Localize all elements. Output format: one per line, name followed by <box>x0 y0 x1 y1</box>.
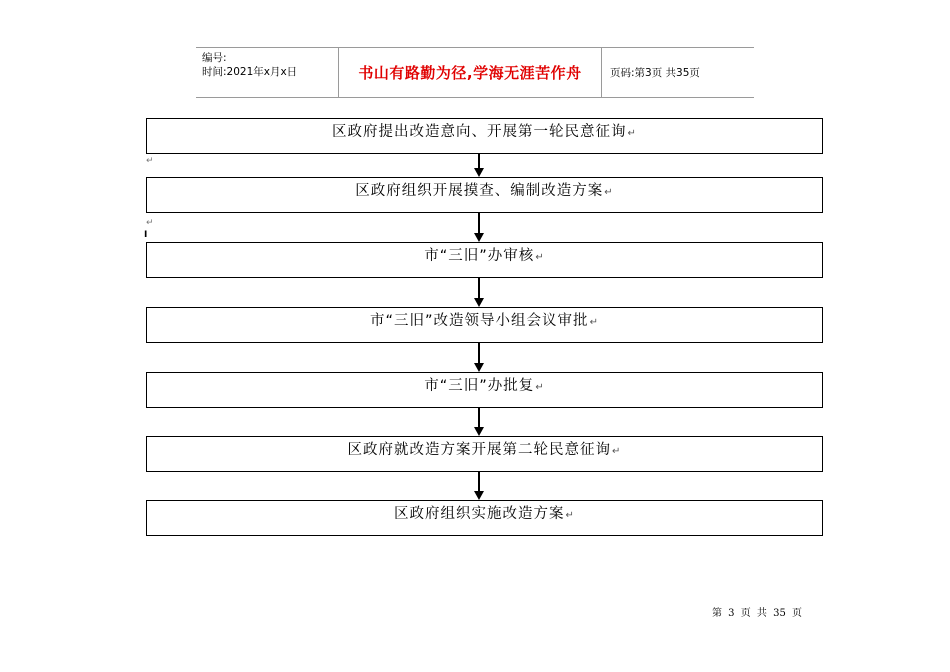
paragraph-mark-icon: ↵ <box>146 218 154 228</box>
flow-connector <box>478 472 480 491</box>
flow-connector <box>478 278 480 298</box>
flow-step-5 <box>146 372 823 408</box>
arrow-down-icon <box>474 427 484 436</box>
header-motto: 书山有路勤为径,学海无涯苦作舟 <box>339 48 602 97</box>
code-label: 编号: <box>202 52 227 64</box>
flow-step-3 <box>146 242 823 278</box>
flow-connector <box>478 154 480 168</box>
page-footer: 第 3 页 共 35 页 <box>712 608 802 619</box>
flow-step-2 <box>146 177 823 213</box>
header-meta <box>196 48 339 97</box>
arrow-down-icon <box>474 363 484 372</box>
flow-step-label: 市“三旧”改造领导小组会议审批 ↵ <box>147 312 822 332</box>
flow-step-label: 市“三旧”办批复 ↵ <box>147 377 822 397</box>
arrow-down-icon <box>474 298 484 307</box>
arrow-down-icon <box>474 168 484 177</box>
flow-connector <box>478 343 480 363</box>
paragraph-mark-icon: ↵ <box>146 156 154 166</box>
flow-step-label: 市“三旧”办审核 ↵ <box>147 247 822 267</box>
flow-step-label: 区政府组织开展摸查、编制改造方案 ↵ <box>147 182 822 202</box>
flow-step-label: 区政府提出改造意向、开展第一轮民意征询 ↵ <box>147 123 822 143</box>
flow-step-label: 区政府组织实施改造方案 ↵ <box>147 505 822 525</box>
flow-connector <box>478 213 480 233</box>
flow-step-6 <box>146 436 823 472</box>
time-label: 时间:2021年x月x日 <box>202 66 298 78</box>
header-page-number: 页码:第3页 共35页 <box>610 67 700 79</box>
arrow-down-icon <box>474 491 484 500</box>
flow-step-4 <box>146 307 823 343</box>
flow-step-7 <box>146 500 823 536</box>
text-cursor-icon: I <box>144 230 148 240</box>
flow-step-label: 区政府就改造方案开展第二轮民意征询 ↵ <box>147 441 822 461</box>
arrow-down-icon <box>474 233 484 242</box>
flow-step-1 <box>146 118 823 154</box>
document-header <box>196 47 754 98</box>
flow-connector <box>478 408 480 427</box>
